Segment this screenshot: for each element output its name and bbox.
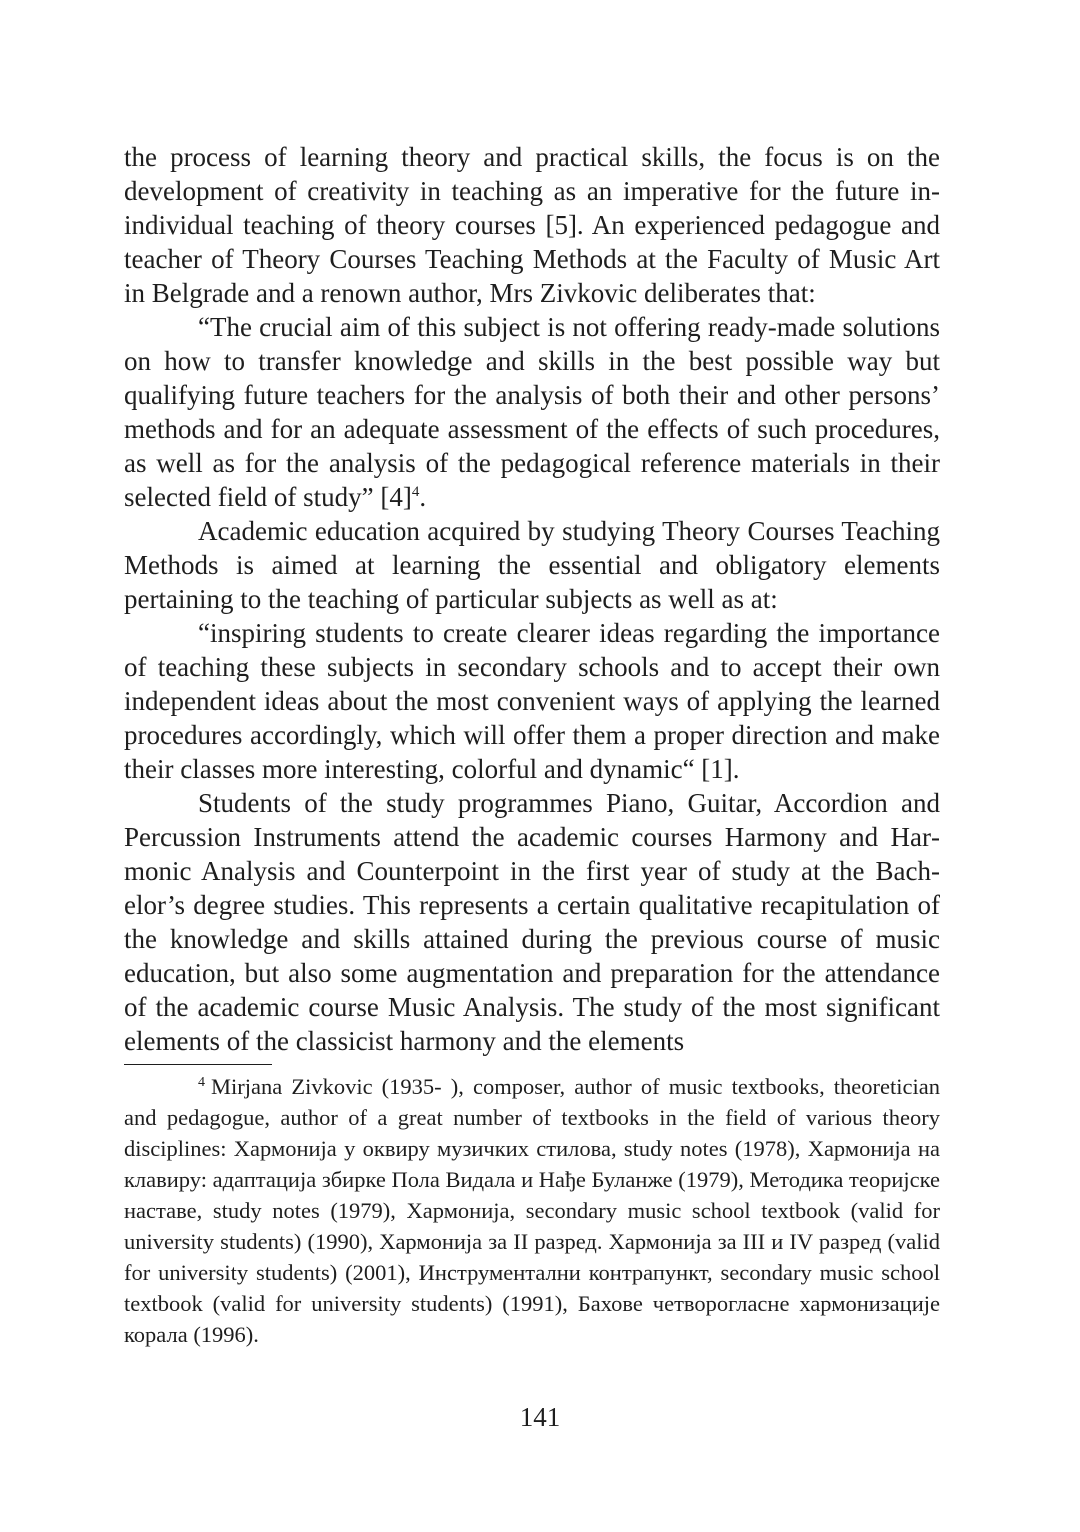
body-text (124, 140, 940, 1058)
paragraph-1: the process of learning theory and practical skills, the focus is on the development of creativity in teaching as an imperative for the future inindividual teaching of theory courses [5]. An experienced pedagogue and teacher of Theory Courses Teaching Methods at the Faculty of Music Art in Belgrade and a renown author, Mrs Zivkovic deliberates that: (124, 142, 940, 308)
paragraph-2-quote (124, 310, 940, 514)
page-content (124, 140, 940, 1350)
footnote-reference[interactable]: 4 (411, 484, 420, 500)
footnote-marker: 4 (198, 1074, 205, 1090)
paragraph-5: Students of the study programmes Piano, Guitar, Accordion and Percussion Instruments attend the academic courses Harmony and Harmonic Analysis and Counterpoint in the first year of study at the Bachelor’s degree studies. This represents a certain qualitative recapitulation of the knowledge and skills attained during the previous course of music education, but also some augmentation and preparation for the attendance of the academic course Music Analysis. The study of the most significant elements of the classicist harmony and the elements (124, 788, 940, 1056)
footnote (124, 1071, 940, 1350)
page-number: 141 (519, 1402, 561, 1432)
footnote-text-block (124, 1071, 940, 1350)
paragraph-2-text: “The crucial aim of this subject is not offering ready-made solutions on how to transfer knowledge and skills in the best possible way but qualifying future teachers for the analysis of both their and other persons’ methods and for an adequate assessment of the effects of such procedures, as well as for the analysis of the pedagogical reference materials in their selected field of study” [4] (124, 312, 940, 512)
footnote-divider (124, 1064, 272, 1065)
paragraph-2-end: . (419, 482, 427, 512)
paragraph-3: Academic education acquired by studying Theory Courses Teaching Methods is aimed at learning the essential and obligatory elements pertaining to the teaching of particular subjects as well as at: (124, 516, 940, 614)
footnote-text: Mirjana Zivkovic (1935- ), composer, author of music textbooks, theoretician and pedagogue, author of a great number of textbooks in the field of various theory disciplines: Хармонија у оквиру музичких стилова, study notes (1978), Хармонија на клавиру: адаптација збирке Пола Видала и Нађе Буланже (1979), Методика теоријске наставе, study notes (1979), Хармонија, secondary music school textbook (valid for university students) (1990), Хармонија за II разред. Хармонија за III и IV разред (valid for university students) (2001), Инструментални контрапункт, secondary music school textbook (valid for university students) (1991), Бахове четворогласне хармонизације корала (1996). (124, 1074, 940, 1347)
paragraph-4-quote: “inspiring students to create clearer ideas regarding the importance of teaching these subjects in secondary schools and to accept their own independent ideas about the most convenient ways of applying the learned procedures accordingly, which will offer them a proper direction and make their classes more interesting, colorful and dynamic“ [1]. (124, 618, 940, 784)
